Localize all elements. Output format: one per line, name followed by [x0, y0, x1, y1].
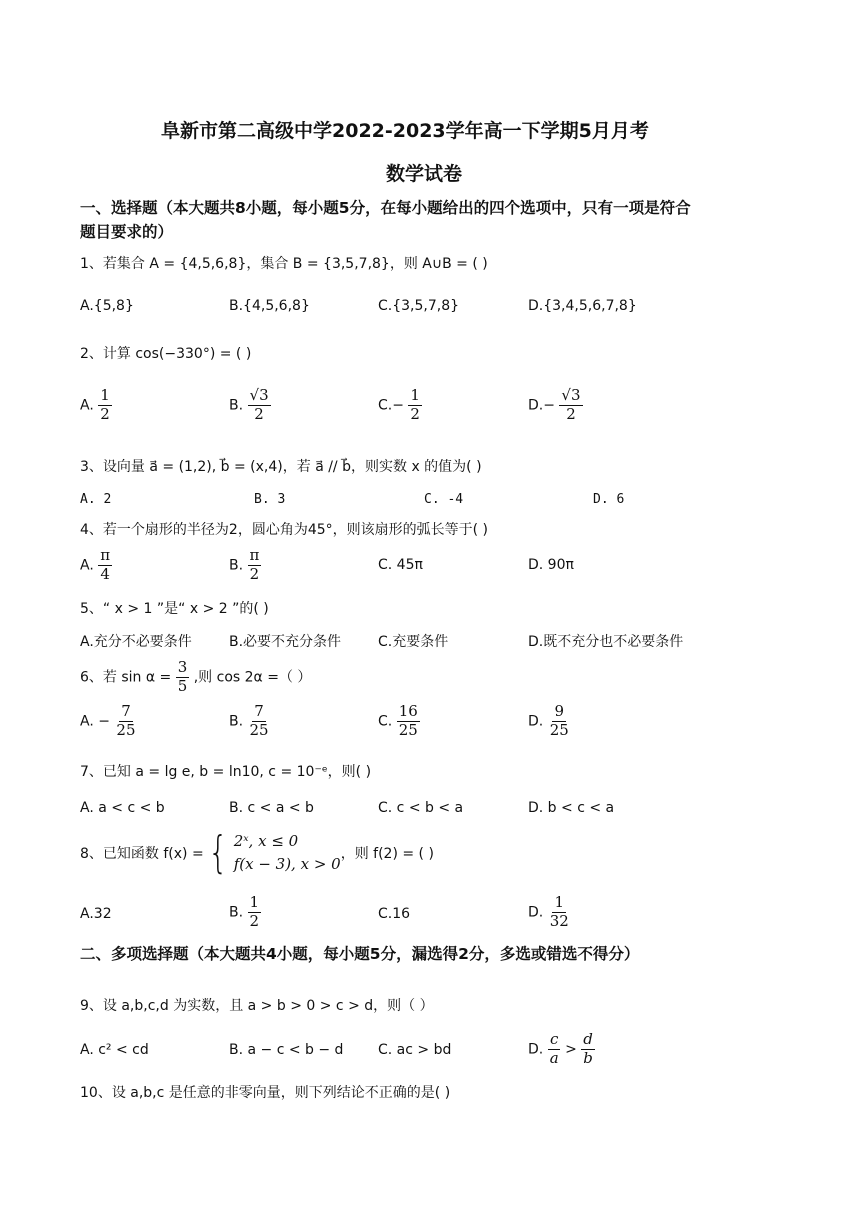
fraction-numerator: 7	[121, 702, 131, 720]
q6-option-a-fraction	[114, 704, 137, 739]
q8-stem-post: ，则 f(2) = ( )	[340, 845, 434, 862]
q4-option-b-fraction	[248, 548, 262, 583]
fraction-denominator: 2	[249, 564, 260, 583]
q3-option-c: C. -4	[424, 492, 464, 507]
fraction-numerator: √3	[249, 386, 269, 404]
fraction-numerator: 3	[177, 658, 188, 676]
left-brace-icon: {	[207, 826, 228, 878]
fraction-numerator: 16	[398, 702, 418, 720]
fraction-numerator: 1	[100, 386, 110, 404]
q2-option-a	[80, 388, 112, 423]
q3-option-d: D. 6	[593, 492, 625, 507]
fraction-numerator: π	[249, 546, 260, 564]
q4-stem: 4、若一个扇形的半径为2，圆心角为45°，则该扇形的弧长等于( )	[80, 522, 489, 538]
q7-option-a: A. a < c < b	[80, 800, 165, 816]
q2-option-a-fraction	[98, 388, 112, 423]
q9-option-a: A. c² < cd	[80, 1042, 149, 1058]
q8-option-d-label: D.	[528, 904, 544, 921]
q8-option-d-fraction	[548, 895, 571, 930]
q6-stem	[80, 660, 311, 695]
q2-option-b	[229, 388, 271, 423]
q9-option-d-fraction2	[581, 1032, 595, 1067]
q8-option-b	[229, 895, 261, 930]
q2-option-b-fraction	[248, 388, 271, 423]
fraction-denominator: 25	[116, 720, 136, 739]
q5-option-b: B.必要不充分条件	[229, 634, 342, 650]
q6-stem-fraction	[176, 660, 190, 695]
q2-option-b-label: B.	[229, 397, 244, 414]
q6-stem-post: ,则 cos 2α =（ ）	[193, 669, 312, 686]
q4-option-d: D. 90π	[528, 557, 574, 573]
section1-heading-line1: 一、选择题（本大题共8小题，每小题5分，在每小题给出的四个选项中，只有一项是符合	[80, 199, 691, 217]
fraction-numerator: c	[549, 1030, 559, 1048]
q4-option-b	[229, 548, 261, 583]
q2-option-c-fraction	[408, 388, 422, 423]
fraction-denominator: b	[583, 1048, 593, 1067]
q6-option-c-fraction	[397, 704, 420, 739]
fraction-denominator: 2	[254, 404, 264, 423]
q3-option-a: A. 2	[80, 492, 112, 507]
q9-option-d-fraction1	[548, 1032, 561, 1067]
fraction-numerator: 1	[554, 893, 564, 911]
q9-option-c: C. ac > bd	[378, 1042, 452, 1058]
q2-option-d-fraction	[559, 388, 582, 423]
fraction-denominator: 2	[410, 404, 420, 423]
fraction-denominator: 4	[100, 564, 110, 583]
q7-stem: 7、已知 a = lg e, b = ln10, c = 10⁻ᵉ，则( )	[80, 764, 372, 780]
q9-option-b: B. a − c < b − d	[229, 1042, 344, 1058]
q1-option-c: C.{3,5,7,8}	[378, 298, 460, 314]
greater-than-sign: >	[565, 1041, 577, 1058]
q7-option-d: D. b < c < a	[528, 800, 615, 816]
q8-stem	[80, 826, 434, 878]
q9-stem: 9、设 a,b,c,d 为实数，且 a > b > 0 > c > d，则（ ）	[80, 998, 434, 1014]
q10-stem: 10、设 a,b,c 是任意的非零向量，则下列结论不正确的是( )	[80, 1085, 451, 1101]
q2-option-d	[528, 388, 583, 423]
q7-option-c: C. c < b < a	[378, 800, 464, 816]
q5-stem: 5、“ x > 1 ”是“ x > 2 ”的( )	[80, 601, 269, 617]
q1-option-b: B.{4,5,6,8}	[229, 298, 310, 314]
q5-option-c: C.充要条件	[378, 634, 449, 650]
fraction-numerator: d	[583, 1030, 593, 1048]
q8-piecewise	[204, 826, 341, 878]
section2-heading: 二、多项选择题（本大题共4小题，每小题5分，漏选得2分，多选或错选不得分）	[80, 945, 640, 963]
q2-option-d-label: D.−	[528, 397, 555, 414]
fraction-denominator: 25	[249, 720, 269, 739]
q4-option-c: C. 45π	[378, 557, 423, 573]
q6-option-b-label: B.	[229, 713, 248, 730]
q9-option-d	[528, 1032, 595, 1067]
q1-stem: 1、若集合 A = {4,5,6,8}，集合 B = {3,5,7,8}，则 A∪B = ( )	[80, 256, 488, 272]
q6-option-c	[378, 704, 420, 739]
q7-option-b: B. c < a < b	[229, 800, 314, 816]
q8-case1: 2ˣ, x ≤ 0	[233, 832, 299, 850]
fraction-numerator: π	[100, 546, 111, 564]
q6-option-d-fraction	[548, 704, 571, 739]
fraction-denominator: 25	[549, 720, 569, 739]
fraction-denominator: 2	[100, 404, 110, 423]
q5-option-a: A.充分不必要条件	[80, 634, 192, 650]
q2-stem: 2、计算 cos(−330°) = ( )	[80, 346, 252, 362]
q8-option-b-fraction	[248, 895, 262, 930]
q6-option-c-label: C.	[378, 713, 397, 730]
q1-option-a: A.{5,8}	[80, 298, 134, 314]
q9-option-d-label: D.	[528, 1041, 544, 1058]
q5-option-d: D.既不充分也不必要条件	[528, 634, 684, 650]
fraction-numerator: 1	[249, 893, 260, 911]
q6-option-a-label: A. −	[80, 713, 110, 730]
page-subtitle: 数学试卷	[386, 163, 463, 185]
q6-option-d-label: D.	[528, 713, 548, 730]
q8-option-c: C.16	[378, 906, 411, 922]
q6-option-a	[80, 704, 138, 739]
fraction-numerator: √3	[561, 386, 581, 404]
q2-option-a-label: A.	[80, 397, 94, 414]
q6-stem-pre: 6、若 sin α =	[80, 669, 172, 686]
page-title: 阜新市第二高级中学2022-2023学年高一下学期5月月考	[161, 120, 649, 142]
q1-option-d: D.{3,4,5,6,7,8}	[528, 298, 637, 314]
q3-option-b: B. 3	[254, 492, 286, 507]
q8-stem-pre: 8、已知函数 f(x) =	[80, 845, 204, 862]
fraction-numerator: 7	[254, 702, 264, 720]
q8-option-d	[528, 895, 571, 930]
fraction-denominator: 25	[398, 720, 418, 739]
q6-option-b-fraction	[248, 704, 271, 739]
q6-option-b	[229, 704, 271, 739]
q8-case2: f(x − 3), x > 0	[233, 854, 341, 873]
q2-option-c	[378, 388, 422, 423]
q8-option-a: A.32	[80, 906, 112, 922]
fraction-denominator: 5	[177, 676, 188, 695]
q2-option-c-label: C.−	[378, 397, 404, 414]
fraction-numerator: 9	[554, 702, 564, 720]
q4-option-a-label: A.	[80, 557, 94, 574]
fraction-numerator: 1	[410, 386, 420, 404]
fraction-denominator: a	[549, 1048, 559, 1067]
q4-option-b-label: B.	[229, 557, 244, 574]
fraction-denominator: 2	[249, 911, 260, 930]
fraction-denominator: 2	[566, 404, 576, 423]
q6-option-d	[528, 704, 571, 739]
q4-option-a-fraction	[98, 548, 112, 583]
q3-stem: 3、设向量 a⃗ = (1,2), b⃗ = (x,4)，若 a⃗ // b⃗，则实数 x 的值为( )	[80, 459, 482, 475]
q4-option-a	[80, 548, 112, 583]
section1-heading-line2: 题目要求的）	[80, 223, 174, 241]
fraction-denominator: 32	[549, 911, 569, 930]
q8-option-b-label: B.	[229, 904, 244, 921]
